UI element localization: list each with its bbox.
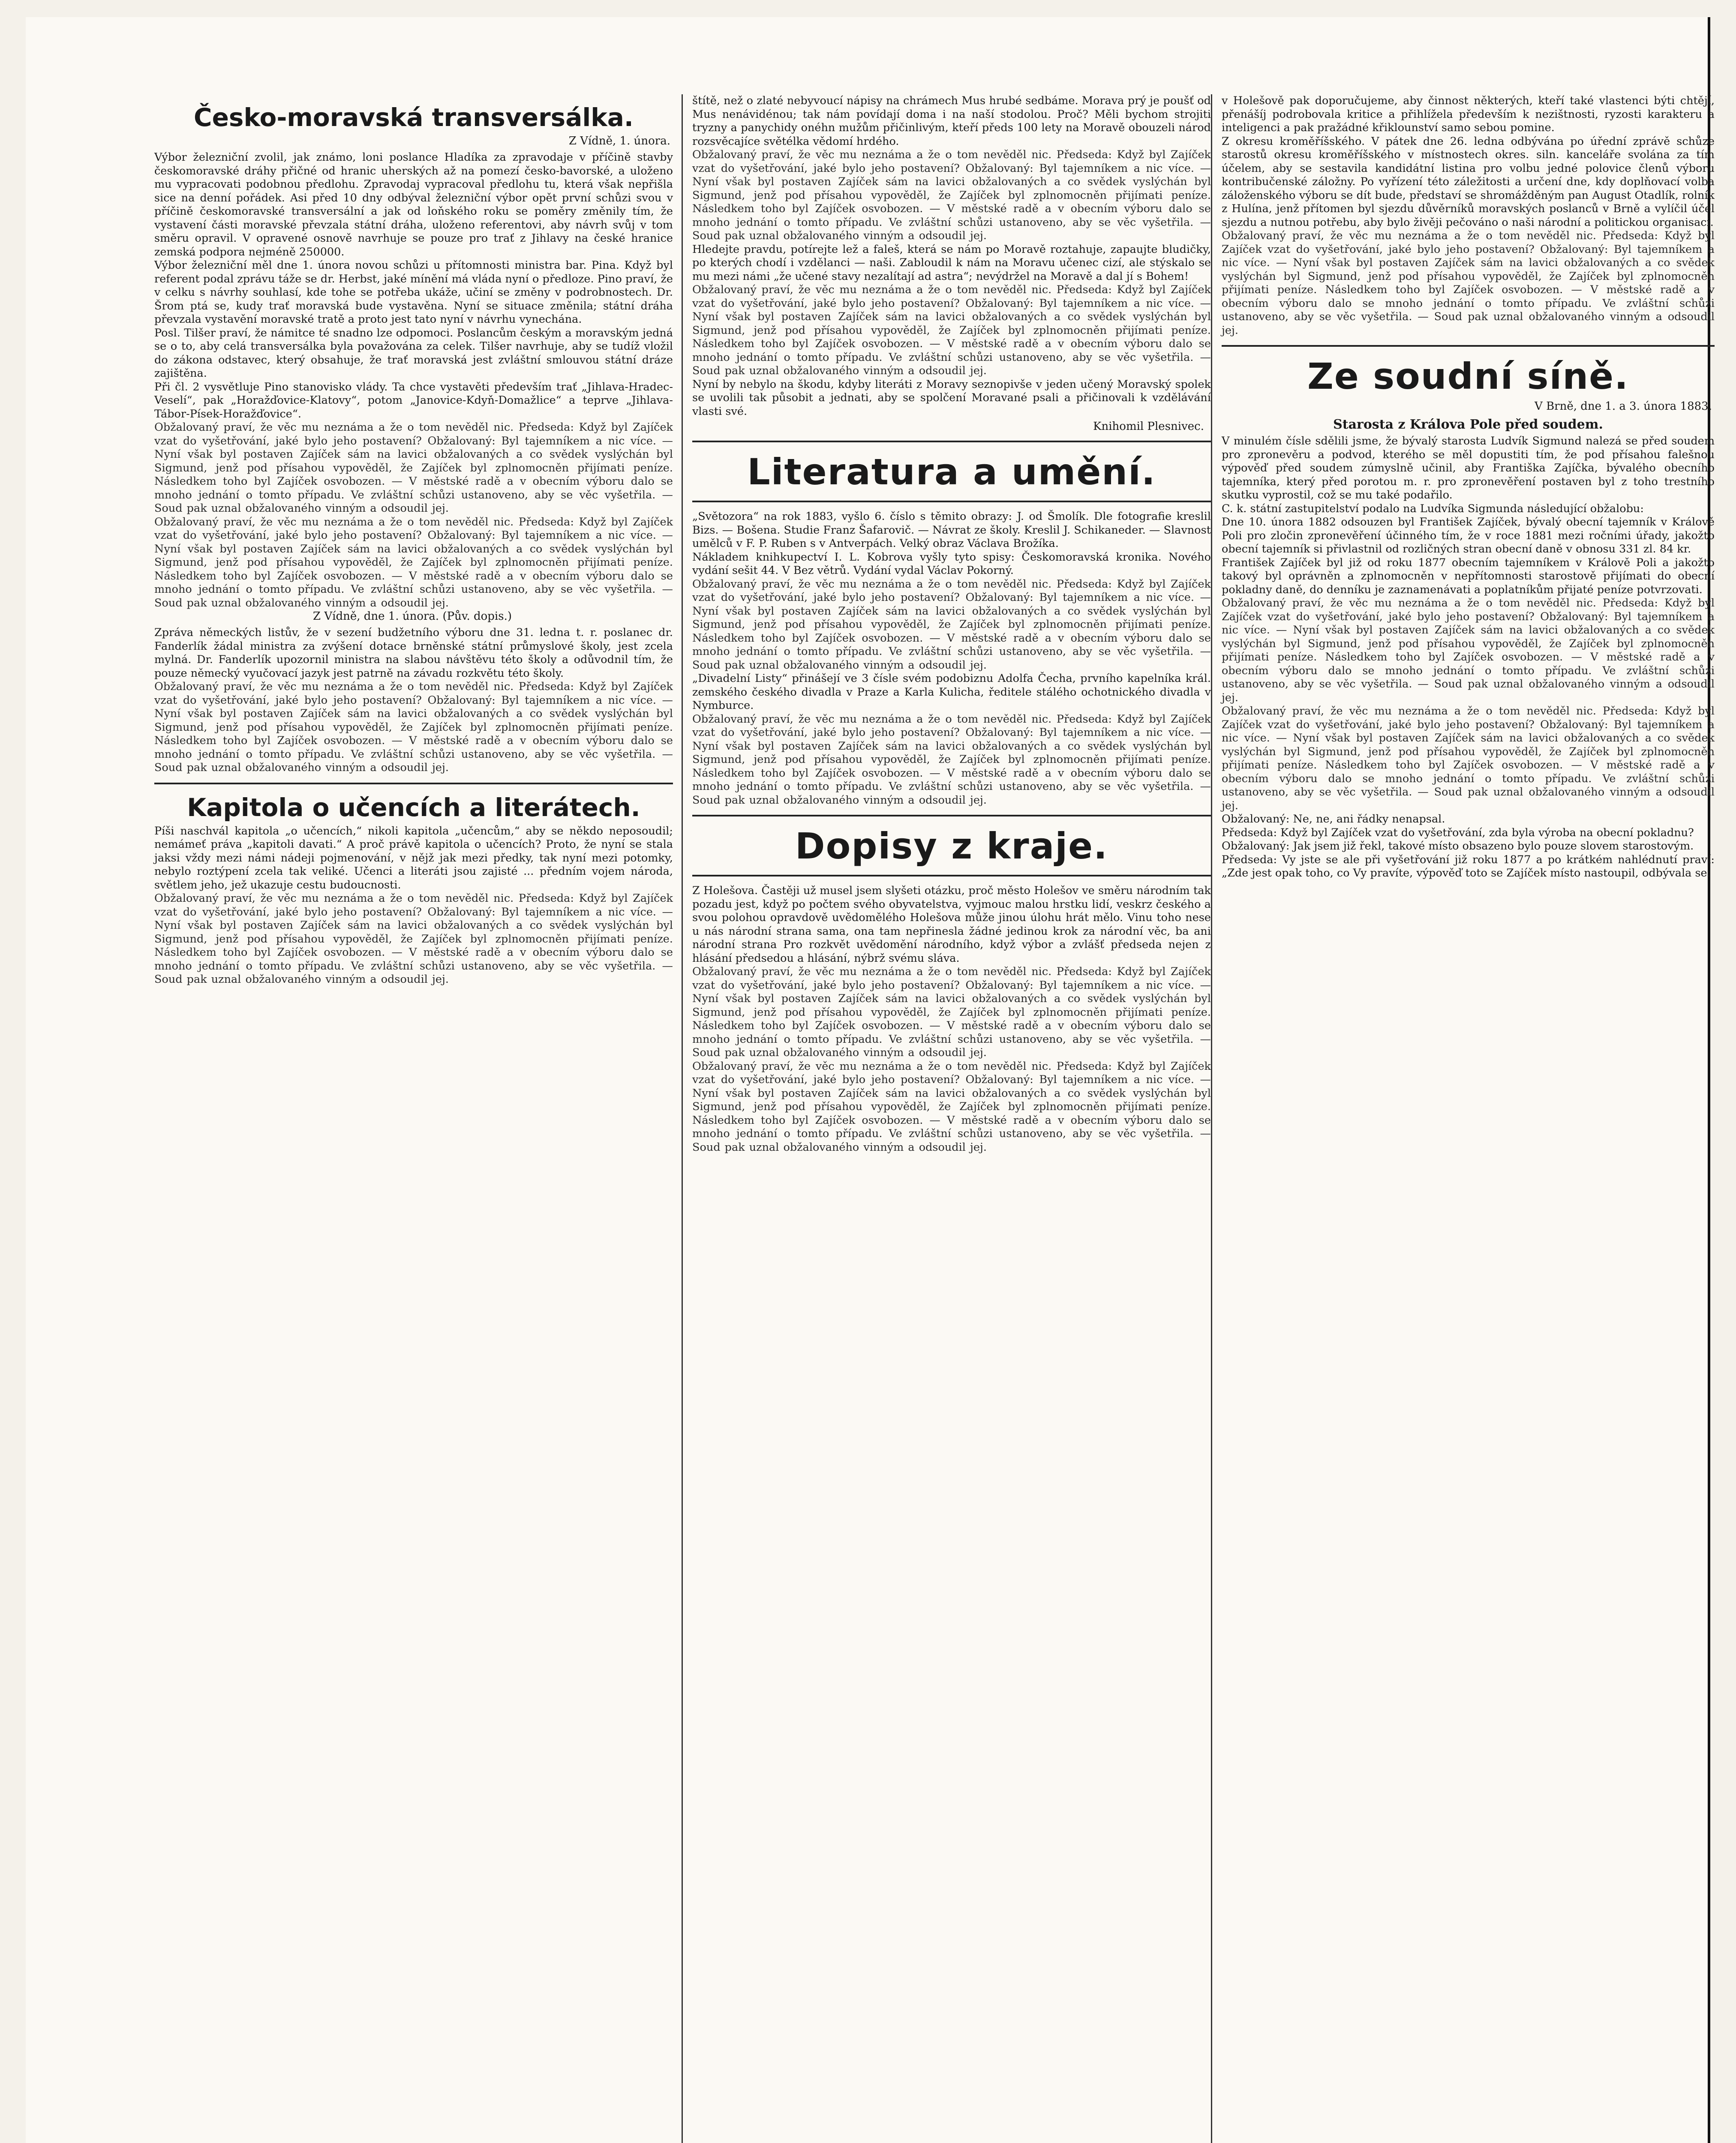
headline-transversalka: Česko-moravská transversálka. bbox=[194, 103, 634, 132]
paragraph: Hledejte pravdu, potírejte lež a faleš, která se nám po Moravě roztahuje, zapaujte bludičky, po kterých chodí i vzdělanci — naši. Zabloudil k nám na Moravu učenec cizí, ale stýskalo se mu mezi námi „že učené stavy nezalítají ad astra“; nevýdržel na Moravě a dal jí s Bohem! bbox=[692, 243, 1215, 283]
column-2 bbox=[682, 94, 1215, 2143]
paragraph: Píši naschvál kapitola „o učencích,“ nikoli kapitola „učencům,“ aby se někdo neposoudil; nemámeť práva „kapitoli davati.“ A proč právě kapitola o učencích? Proto, že nyní se stala jaksi vždy mezi námi nádeji pojmenování, v nějž jak mezi předky, tak nyní mezi potomky, nebylo roztýpení zcela tak veliké. Učenci a literáti jsou zajisté ... předním vojem národa, světlem jeho, jež ukazuje cestu budoucnosti. bbox=[154, 824, 677, 891]
paragraph-filler: Obžalovaný praví, že věc mu neznáma a že o tom nevěděl nic. Předseda: Když byl Zajíček vzat do vyšetřování, jaké bylo jeho postavení? Obžalovaný: Byl tajemníkem a nic více. — Nyní však byl postaven Zajíček sám na lavici obžalovaných a co svědek vyslýchán byl Sigmund, jenž pod přísahou vypověděl, že Zajíček byl zplnomocněn přijímati peníze. Následkem toho byl Zajíček osvobozen. — V městské radě a v obecním výboru dalo se mnoho jednání o tomto případu. Ve zvláštní schůzi ustanoveno, aby se věc vyšetřila. — Soud pak uznal obžalovaného vinným a odsoudil jej. bbox=[1222, 229, 1715, 337]
headline-literatura: Literatura a umění. bbox=[747, 451, 1156, 493]
paragraph: Výbor železniční zvolil, jak známo, loni poslance Hladíka za zpravodaje v příčině stavby českomoravské dráhy přičné od hranic uherských až na pomezí česko-bavorské, a uloženo mu vypracovati podobnou předlohu. Zpravodaj vypracoval předlohu tu, která však nepřišla sice na denní pořádek. Asi před 10 dny odbýval železniční výbor opět první schůzi svou v příčině českomoravské transversální a jak od loňského roku se poměry změnily tím, že vystavení části moravské převzala státní dráha, uloženo referentovi, aby návrh svůj v tom směru opravil. V opravené osnově navrhuje se pouze pro trať z Jihlavy na české hranice zemská podpora nejméně 250000. bbox=[154, 151, 677, 258]
paragraph: „Světozora“ na rok 1883, vyšlo 6. číslo s těmito obrazy: J. od Šmolík. Dle fotografie kreslil Bizs. — Bošena. Studie Franz Šafarovič. — Návrat ze školy. Kreslil J. Schikaneder. — Slavnost umělců v F. P. Ruben s v Antverpách. Velký obraz Václava Brožíka. bbox=[692, 510, 1215, 550]
paragraph: Při čl. 2 vysvětluje Pino stanovisko vlády. Ta chce vystavěti především trať „Jihlava-Hradec-Veselí“, pak „Horažďovice-Klatovy“, potom „Janovice-Kdyň-Domažlice“ a teprve „Jihlava-Tábor-Písek-Horažďovice“. bbox=[154, 380, 673, 420]
paragraph: štítě, než o zlaté nebyvoucí nápisy na chrámech Mus hrubé sedbáme. Morava prý je poušť od Mus nenávidénou; tak nám povídají doma i na naší stodolou. Proč? Měli bychom strojiti tryzny a panychidy onéhn mužům přičinlivým, kteří předs 100 lety na Moravě obouzeli národ rozsvěcajíce světélka vědomí hrdého. bbox=[692, 94, 1215, 148]
dateline: Z Vídně, dne 1. února. (Pův. dopis.) bbox=[313, 610, 512, 623]
paragraph-filler: Obžalovaný praví, že věc mu neznáma a že o tom nevěděl nic. Předseda: Když byl Zajíček vzat do vyšetřování, jaké bylo jeho postavení? Obžalovaný: Byl tajemníkem a nic více. — Nyní však byl postaven Zajíček sám na lavici obžalovaných a co svědek vyslýchán byl Sigmund, jenž pod přísahou vypověděl, že Zajíček byl zplnomocněn přijímati peníze. Následkem toho byl Zajíček osvobozen. — V městské radě a v obecním výboru dalo se mnoho jednání o tomto případu. Ve zvláštní schůzi ustanoveno, aby se věc vyšetřila. — Soud pak uznal obžalovaného vinným a odsoudil jej. bbox=[1222, 705, 1715, 812]
paragraph: Dne 10. února 1882 odsouzen byl František Zajíček, bývalý obecní tajemník v Králově Poli pro zločin zpronevěření účinného tím, že v roce 1881 mezi ročními úřady, jakožto obecní tajemník si přivlastnil od rozličných stran obecní daně v obnosu 331 zl. 84 kr. bbox=[1222, 516, 1718, 555]
paragraph-filler: Obžalovaný praví, že věc mu neznáma a že o tom nevěděl nic. Předseda: Když byl Zajíček vzat do vyšetřování, jaké bylo jeho postavení? Obžalovaný: Byl tajemníkem a nic více. — Nyní však byl postaven Zajíček sám na lavici obžalovaných a co svědek vyslýchán byl Sigmund, jenž pod přísahou vypověděl, že Zajíček byl zplnomocněn přijímati peníze. Následkem toho byl Zajíček osvobozen. — V městské radě a v obecním výboru dalo se mnoho jednání o tomto případu. Ve zvláštní schůzi ustanoveno, aby se věc vyšetřila. — Soud pak uznal obžalovaného vinným a odsoudil jej. bbox=[692, 148, 1211, 242]
paragraph: C. k. státní zastupitelství podalo na Ludvíka Sigmunda následující obžalobu: bbox=[1222, 502, 1644, 515]
paragraph: Výbor železniční měl dne 1. února novou schůzi u přítomnosti ministra bar. Pina. Když byl referent podal zprávu táže se dr. Herbst, jaké mínění má vláda nyní o předloze. Pino praví, že v celku s návrhy souhlasí, kde tohe se potřeba ukáže, učiní se změny v podrobnostech. Dr. Šrom ptá se, kudy trať moravská bude vystavěna. Nyní se situace změnila; státní dráha převzala vystavění moravské tratě a proto jest tato nyní v návrhu vynechána. bbox=[154, 259, 677, 326]
paragraph: Obžalovaný: Jak jsem již řekl, takové místo obsazeno bylo pouze slovem starostovým. bbox=[1222, 840, 1694, 852]
headline-kapitola: Kapitola o učencích a literátech. bbox=[187, 792, 640, 822]
newspaper-page bbox=[26, 17, 1718, 2143]
divider bbox=[1222, 345, 1715, 347]
divider bbox=[692, 875, 1211, 876]
divider bbox=[154, 783, 673, 784]
dateline: Z Vídně, 1. února. bbox=[568, 135, 670, 147]
paragraph: Posl. Tilšer praví, že námitce té snadno lze odpomoci. Poslancům českým a moravským jedná se o to, aby celá transversálka byla považována za celek. Tilšer navrhuje, aby se tudíž vložil do zákona odstavec, který obsahuje, že trať moravská jest zvláštní smlouvou státní dráze zajištěna. bbox=[154, 326, 677, 380]
paragraph: Zpráva německých listův, že v sezení budžetního výboru dne 31. ledna t. r. poslanec dr. Fanderlík žádal ministra za zvýšení dotace brněnské státní průmyslové školy, jest zcela mylná. Dr. Fanderlík upozornil ministra na slabou návštěvu této školy a odůvodnil tím, že pouze německý vyučovací jazyk jest patrně na závadu rozkvětu této školy. bbox=[154, 626, 677, 680]
paragraph: Nákladem knihkupectví I. L. Kobrova vyšly tyto spisy: Českomoravská kronika. Nového vydání sešit 44. V Bez větrů. Vydání vydal Václav Pokorný. bbox=[692, 550, 1215, 577]
paragraph: Z okresu kroměříšského. V pátek dne 26. ledna odbývána po úřední zprávě schůze starostů okresu kroměříšského v místnostech okres. siln. kanceláře svolána za tím účelem, aby se sestavila kandidátní listina pro volbu jedné polovice členů výboru kontribučenské záložny. Po vyřízení této záležitosti a určení dne, kdy doplňovací volba záloženského výboru se dít bude, představí se shromážděným pan August Otadlík, rolník z Hulína, jenž přítomen byl sjezdu důvěrníků moravských poslanců v Brně a vylíčil účel sjezdu a nutnou potřebu, aby bylo živěji pečováno o naši národní a politickou organisaci. bbox=[1222, 135, 1718, 229]
paragraph: v Holešově pak doporučujeme, aby činnost některých, kteří také vlastenci býti chtějí, přenášíj podrobovala kritice a přihlížela především k nezištnosti, ryzosti karakteru a inteligenci a pak pražádné křiklounství samo sebou pomine. bbox=[1222, 94, 1718, 134]
divider bbox=[692, 441, 1211, 442]
column-3 bbox=[1211, 94, 1718, 2143]
paragraph: V minulém čísle sdělili jsme, že bývalý starosta Ludvík Sigmund nalezá se před soudem pro zpronevěru a podvod, kterého se měl dopustiti tím, že pod přísahou falešnou výpověď před soudem zúmyslně učinil, aby Františka Zajíčka, bývalého obecního tajemníka, který před porotou m. r. pro zpronevěření postaven byl z toho trestního skutku vyprostil, což se mu také podařilo. bbox=[1222, 435, 1718, 501]
paragraph-filler: Obžalovaný praví, že věc mu neznáma a že o tom nevěděl nic. Předseda: Když byl Zajíček vzat do vyšetřování, jaké bylo jeho postavení? Obžalovaný: Byl tajemníkem a nic více. — Nyní však byl postaven Zajíček sám na lavici obžalovaných a co svědek vyslýchán byl Sigmund, jenž pod přísahou vypověděl, že Zajíček byl zplnomocněn přijímati peníze. Následkem toho byl Zajíček osvobozen. — V městské radě a v obecním výboru dalo se mnoho jednání o tomto případu. Ve zvláštní schůzi ustanoveno, aby se věc vyšetřila. — Soud pak uznal obžalovaného vinným a odsoudil jej. bbox=[1222, 597, 1715, 704]
paragraph-filler: Obžalovaný praví, že věc mu neznáma a že o tom nevěděl nic. Předseda: Když byl Zajíček vzat do vyšetřování, jaké bylo jeho postavení? Obžalovaný: Byl tajemníkem a nic více. — Nyní však byl postaven Zajíček sám na lavici obžalovaných a co svědek vyslýchán byl Sigmund, jenž pod přísahou vypověděl, že Zajíček byl zplnomocněn přijímati peníze. Následkem toho byl Zajíček osvobozen. — V městské radě a v obecním výboru dalo se mnoho jednání o tomto případu. Ve zvláštní schůzi ustanoveno, aby se věc vyšetřila. — Soud pak uznal obžalovaného vinným a odsoudil jej. bbox=[154, 892, 673, 986]
paragraph-filler: Obžalovaný praví, že věc mu neznáma a že o tom nevěděl nic. Předseda: Když byl Zajíček vzat do vyšetřování, jaké bylo jeho postavení? Obžalovaný: Byl tajemníkem a nic více. — Nyní však byl postaven Zajíček sám na lavici obžalovaných a co svědek vyslýchán byl Sigmund, jenž pod přísahou vypověděl, že Zajíček byl zplnomocněn přijímati peníze. Následkem toho byl Zajíček osvobozen. — V městské radě a v obecním výboru dalo se mnoho jednání o tomto případu. Ve zvláštní schůzi ustanoveno, aby se věc vyšetřila. — Soud pak uznal obžalovaného vinným a odsoudil jej. bbox=[692, 283, 1211, 377]
paragraph: Nyní by nebylo na škodu, kdyby literáti z Moravy seznopivše v jeden učený Moravský spolek se uvolili tak působit a jednati, aby se spolčení Moravané psali a přičinovali k vzdělávání vlasti své. bbox=[692, 378, 1215, 418]
paragraph-filler: Obžalovaný praví, že věc mu neznáma a že o tom nevěděl nic. Předseda: Když byl Zajíček vzat do vyšetřování, jaké bylo jeho postavení? Obžalovaný: Byl tajemníkem a nic více. — Nyní však byl postaven Zajíček sám na lavici obžalovaných a co svědek vyslýchán byl Sigmund, jenž pod přísahou vypověděl, že Zajíček byl zplnomocněn přijímati peníze. Následkem toho byl Zajíček osvobozen. — V městské radě a v obecním výboru dalo se mnoho jednání o tomto případu. Ve zvláštní schůzi ustanoveno, aby se věc vyšetřila. — Soud pak uznal obžalovaného vinným a odsoudil jej. bbox=[154, 515, 673, 609]
divider bbox=[692, 501, 1211, 502]
paragraph-filler: Obžalovaný praví, že věc mu neznáma a že o tom nevěděl nic. Předseda: Když byl Zajíček vzat do vyšetřování, jaké bylo jeho postavení? Obžalovaný: Byl tajemníkem a nic více. — Nyní však byl postaven Zajíček sám na lavici obžalovaných a co svědek vyslýchán byl Sigmund, jenž pod přísahou vypověděl, že Zajíček byl zplnomocněn přijímati peníze. Následkem toho byl Zajíček osvobozen. — V městské radě a v obecním výboru dalo se mnoho jednání o tomto případu. Ve zvláštní schůzi ustanoveno, aby se věc vyšetřila. — Soud pak uznal obžalovaného vinným a odsoudil jej. bbox=[692, 965, 1211, 1059]
headline-soudni-sin: Ze soudní síně. bbox=[1307, 355, 1629, 397]
paragraph: Předseda: Vy jste se ale při vyšetřování již roku 1877 a po krátkém nahlédnutí praví: „Zde jest opak toho, co Vy pravíte, výpověď toto se Zajíček místo nastoupil, odbývala se. bbox=[1222, 853, 1718, 879]
paragraph-filler: Obžalovaný praví, že věc mu neznáma a že o tom nevěděl nic. Předseda: Když byl Zajíček vzat do vyšetřování, jaké bylo jeho postavení? Obžalovaný: Byl tajemníkem a nic více. — Nyní však byl postaven Zajíček sám na lavici obžalovaných a co svědek vyslýchán byl Sigmund, jenž pod přísahou vypověděl, že Zajíček byl zplnomocněn přijímati peníze. Následkem toho byl Zajíček osvobozen. — V městské radě a v obecním výboru dalo se mnoho jednání o tomto případu. Ve zvláštní schůzi ustanoveno, aby se věc vyšetřila. — Soud pak uznal obžalovaného vinným a odsoudil jej. bbox=[692, 712, 1211, 807]
signature: Knihomil Plesnivec. bbox=[1093, 420, 1204, 433]
paragraph-filler: Obžalovaný praví, že věc mu neznáma a že o tom nevěděl nic. Předseda: Když byl Zajíček vzat do vyšetřování, jaké bylo jeho postavení? Obžalovaný: Byl tajemníkem a nic více. — Nyní však byl postaven Zajíček sám na lavici obžalovaných a co svědek vyslýchán byl Sigmund, jenž pod přísahou vypověděl, že Zajíček byl zplnomocněn přijímati peníze. Následkem toho byl Zajíček osvobozen. — V městské radě a v obecním výboru dalo se mnoho jednání o tomto případu. Ve zvláštní schůzi ustanoveno, aby se věc vyšetřila. — Soud pak uznal obžalovaného vinným a odsoudil jej. bbox=[692, 1059, 1211, 1154]
dateline: V Brně, dne 1. a 3. února 1883. bbox=[1535, 400, 1712, 413]
paragraph: „Divadelní Listy“ přinášejí ve 3 čísle svém podobiznu Adolfa Čecha, prvního kapelníka král. zemského českého divadla v Praze a Karla Kulicha, ředitele stálého ochotnického divadla v Nymburce. bbox=[692, 672, 1215, 712]
paragraph: Obžalovaný: Ne, ne, ani řádky nenapsal. bbox=[1222, 813, 1445, 825]
paragraph-filler: Obžalovaný praví, že věc mu neznáma a že o tom nevěděl nic. Předseda: Když byl Zajíček vzat do vyšetřování, jaké bylo jeho postavení? Obžalovaný: Byl tajemníkem a nic více. — Nyní však byl postaven Zajíček sám na lavici obžalovaných a co svědek vyslýchán byl Sigmund, jenž pod přísahou vypověděl, že Zajíček byl zplnomocněn přijímati peníze. Následkem toho byl Zajíček osvobozen. — V městské radě a v obecním výboru dalo se mnoho jednání o tomto případu. Ve zvláštní schůzi ustanoveno, aby se věc vyšetřila. — Soud pak uznal obžalovaného vinným a odsoudil jej. bbox=[154, 680, 673, 774]
paragraph: František Zajíček byl již od roku 1877 obecním tajemníkem v Králově Poli a jakožto takový byl oprávněn a zplnomocněn v nepřítomnosti starostově přijímati do obecní pokladny daně, do denníku je zaznamenávati a poplatníkům přijaté peníze potvrzovati. bbox=[1222, 556, 1718, 596]
paragraph: Předseda: Když byl Zajíček vzat do vyšetřování, zda byla výroba na obecní pokladnu? bbox=[1222, 826, 1694, 839]
column-1 bbox=[154, 94, 677, 2143]
headline-dopisy: Dopisy z kraje. bbox=[795, 825, 1108, 867]
paragraph: Z Holešova. Častěji už musel jsem slyšeti otázku, proč město Holešov ve směru národním tak pozadu jest, když po počtem svého obyvatelstva, vyjmouc malou hrstku lidí, veskrz českého a svou polohou opravdově uvědomělého Holešova může jinou úlohu hrát mělo. Vinu toho nese u nás národní strana sama, ona tam nepřinesla žádné jedinou krok za národní věc, ba ani národní strana Pro rozkvět uvědomění národního, když výbor a zvlášť předseda nejen z hlásání předsedou a hlásání, nýbrž svému sláva. bbox=[692, 884, 1215, 965]
subheadline: Starosta z Králova Pole před soudem. bbox=[1333, 417, 1603, 432]
paragraph-filler: Obžalovaný praví, že věc mu neznáma a že o tom nevěděl nic. Předseda: Když byl Zajíček vzat do vyšetřování, jaké bylo jeho postavení? Obžalovaný: Byl tajemníkem a nic více. — Nyní však byl postaven Zajíček sám na lavici obžalovaných a co svědek vyslýchán byl Sigmund, jenž pod přísahou vypověděl, že Zajíček byl zplnomocněn přijímati peníze. Následkem toho byl Zajíček osvobozen. — V městské radě a v obecním výboru dalo se mnoho jednání o tomto případu. Ve zvláštní schůzi ustanoveno, aby se věc vyšetřila. — Soud pak uznal obžalovaného vinným a odsoudil jej. bbox=[692, 577, 1211, 672]
paragraph-filler: Obžalovaný praví, že věc mu neznáma a že o tom nevěděl nic. Předseda: Když byl Zajíček vzat do vyšetřování, jaké bylo jeho postavení? Obžalovaný: Byl tajemníkem a nic více. — Nyní však byl postaven Zajíček sám na lavici obžalovaných a co svědek vyslýchán byl Sigmund, jenž pod přísahou vypověděl, že Zajíček byl zplnomocněn přijímati peníze. Následkem toho byl Zajíček osvobozen. — V městské radě a v obecním výboru dalo se mnoho jednání o tomto případu. Ve zvláštní schůzi ustanoveno, aby se věc vyšetřila. — Soud pak uznal obžalovaného vinným a odsoudil jej. bbox=[154, 421, 673, 515]
divider bbox=[692, 815, 1211, 816]
